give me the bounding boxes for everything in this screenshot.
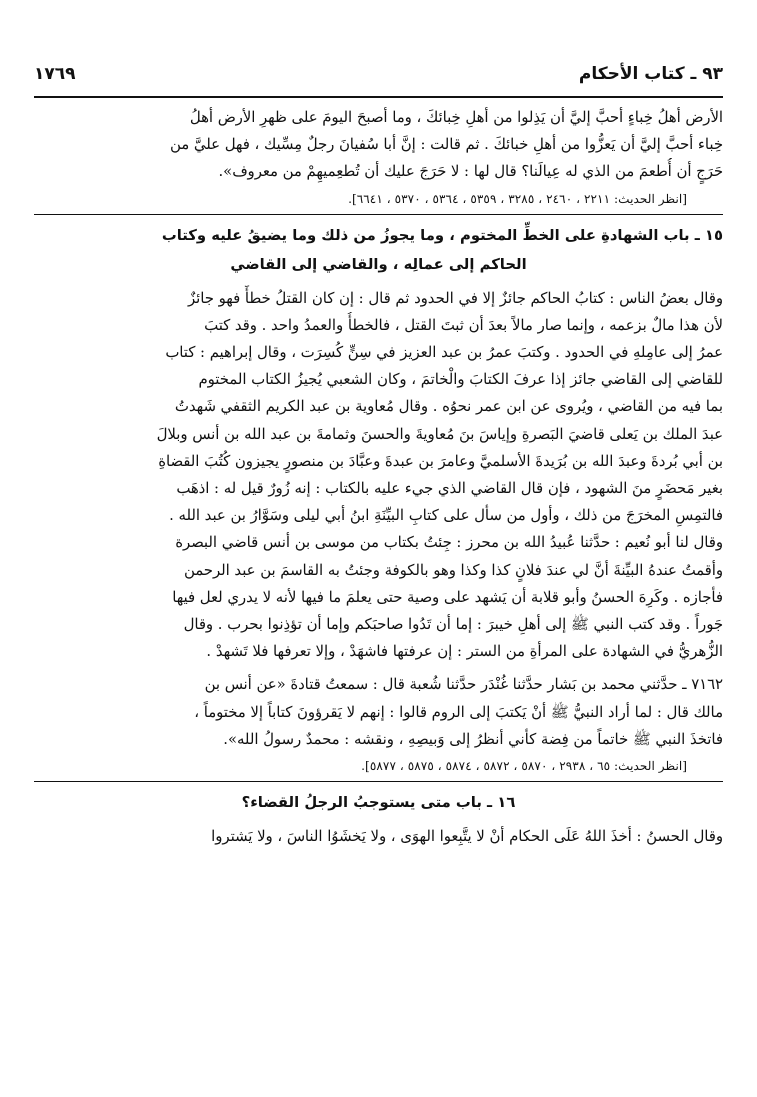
text-line: ٧١٦٢ ـ حدَّثني محمد بن بَشار حدَّثنا غُنْدَر حدَّثنا شُعبة قال : سمعتُ قتادةَ «عن أنس بن <box>204 676 723 694</box>
text-line: بما فيه من القاضي ، ويُروى عن ابن عمر نحوُه . وقال مُعاوية بن عبد الكريم الثقفي شَهدتُ <box>174 398 723 416</box>
hadith-7162 <box>34 671 723 777</box>
chapter-heading: ١٥ ـ باب الشهادةِ على الخطِّ المختوم ، وما يجوزُ من ذلك وما يضيقُ عليه وكتاب <box>161 226 723 244</box>
continued-hadith-text <box>34 104 723 210</box>
text-line: خِباء أحبَّ إليَّ أن يَعزُّوا من أهلِ خبائكَ . ثم قالت : إنَّ أبا سُفيانَ رجلٌ مِسِّيك ، فهل عليَّ من <box>170 136 723 154</box>
text-line: فأجازه . وكَرِهَ الحسنُ وأبو قلابة أن يَشهد على وصية حتى يعلمَ ما فيها لأنه لا يدري لعل فيها <box>172 588 723 606</box>
page-number: ١٧٦٩ <box>34 64 76 84</box>
text-line: عبدَ الملك بن يَعلى قاضيَ البَصرةِ وإياسَ بنَ مُعاويةَ والحسنَ وثمامةَ بن عبد الله بن أنس وبلالَ <box>156 425 723 443</box>
text-line: عمرُ إلى عامِلهِ في الحدود . وكتبَ عمرُ بن عبد العزيز في سِنٍّ كُسِرَت ، وقال إبراهيم : كتاب <box>165 344 723 362</box>
text-line: للقاضي إلى القاضي جائز إذا عرفَ الكتابَ والْخاتمَ ، وكان الشعبي يُجيزُ الكتاب المختوم <box>198 371 723 389</box>
text-line: الزُّهريُّ في الشهادة على المرأةِ من الستر : إن عرفتها فاشهَدْ ، وإلا تعرفها فلا تَشهدْ . <box>206 643 723 661</box>
hadith-cross-reference: [انظر الحديث: ٢٢١١ ، ٢٤٦٠ ، ٣٢٨٥ ، ٥٣٥٩ ، ٥٣٦٤ ، ٥٣٧٠ ، ٦٦٤١]. <box>348 191 687 206</box>
text-line: لأن هذا مالٌ بزعمه ، وإنما صار مالاً بعدَ أن ثبتَ القتل ، فالخطأُ والعمدُ واحد . وقد كتبَ <box>204 316 723 334</box>
text-line: وقال لنا أبو نُعيم : حدَّثنا عُبيدُ الله بن محرز : جِئتُ بكتاب من موسى بن أنس قاضي البصرة <box>175 534 723 552</box>
text-line: وقال بعضُ الناس : كتابُ الحاكم جائزٌ إلا في الحدود ثم قال : إن كان القتلُ خطأً فهو جائزٌ <box>188 289 723 307</box>
text-line: وقال الحسنُ : أخذَ اللهُ عَلَى الحكام أنْ لا يتَّبِعوا الهوَى ، ولا يَخشَوُا الناسَ ، ولا يَشتروا <box>211 828 723 846</box>
text-line: وأقمتُ عندهُ البيِّنةَ أنَّ لي عندَ فلانٍ كذا وكذا وهو بالكوفة وجئتُ به القاسمَ بن عبد الرحمن <box>183 561 723 579</box>
chapter-15 <box>34 221 723 666</box>
section-divider <box>34 214 723 215</box>
text-line: بغير مَحضَرٍ منَ الشهود ، فإن قال القاضي الذي جيء عليه بالكتاب : إنه زُورٌ قيل له : اذهَب <box>176 480 723 498</box>
hadith-cross-reference: [انظر الحديث: ٦٥ ، ٢٩٣٨ ، ٥٨٧٠ ، ٥٨٧٢ ، ٥٨٧٤ ، ٥٨٧٥ ، ٥٨٧٧]. <box>361 759 687 774</box>
text-line: فالتمِسِ المخرَجَ من ذلك ، وأول من سأل على كتابِ البيِّنَةِ ابنُ أبي ليلى وسَوَّارُ بن عبد الله . <box>169 507 723 525</box>
page-content <box>34 104 723 850</box>
running-title: ٩٣ ـ كتاب الأحكام <box>578 64 723 84</box>
text-line: فاتخذَ النبي ﷺ خاتماً من فِضة كأني أنظرُ إلى وَبيصِهِ ، ونقشه : محمدٌ رسولُ الله». <box>223 730 723 748</box>
text-line: حَرَجٍ أن أُطعمَ من الذي له عِيالَنا؟ قال لها : لا حَرَجَ عليك أن تُطعِميهِمْ من معروف». <box>218 163 723 181</box>
text-line: بن أبي بُردةَ وعبدَ الله بن بُرَيدةَ الأسلميَّ وعامرَ بن عبدةَ وعبَّادَ بن منصورٍ يجيزون كُتُبَ القضاةِ <box>158 452 723 470</box>
page-header <box>34 60 723 98</box>
text-line: جَوراً . وقد كتب النبي ﷺ إلى أهلِ خيبرَ : إما أن تَدُوا صاحبَكم وإما أن تؤذِنوا بحرب . وقال <box>183 616 723 634</box>
chapter-16 <box>34 788 723 850</box>
text-line: مالك قال : لما أراد النبيُّ ﷺ أنْ يَكتبَ إلى الروم قالوا : إنهم لا يَقرؤونَ كتاباً إلا مختوماً ، <box>194 703 723 721</box>
text-line: الأرض أهلُ خِباءٍ أحبَّ إليَّ أن يَذِلوا من أهلِ خِبائكَ ، وما أصبحَ اليومَ على ظهرِ الأرض أهلُ <box>189 109 723 126</box>
chapter-heading: ١٦ ـ باب متى يستوجبُ الرجلُ القضاء؟ <box>241 794 516 812</box>
section-divider <box>34 781 723 782</box>
chapter-heading: الحاكم إلى عمالِه ، والقاضي إلى القاضي <box>230 255 527 273</box>
